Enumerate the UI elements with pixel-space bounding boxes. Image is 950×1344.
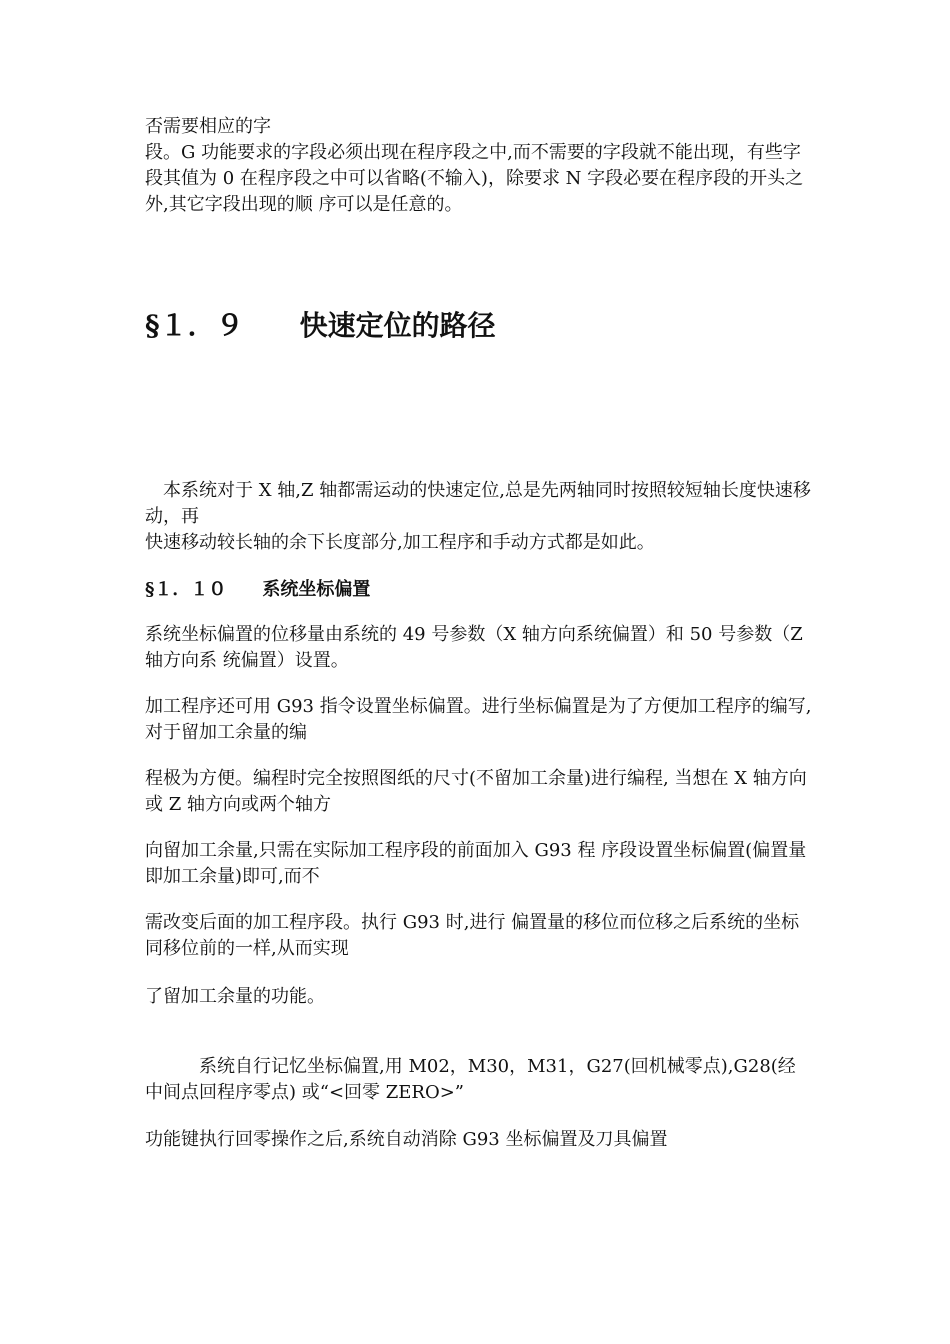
paragraph-4: 快速移动较长轴的余下长度部分,加工程序和手动方式都是如此。 [145, 532, 655, 553]
paragraph-11: 系统自行记忆坐标偏置,用 M02，M30，M31，G27(回机械零点),G28(经中间点回程序零点) 或“<回零 ZERO>” [145, 1056, 796, 1103]
paragraph-7: 程极为方便。编程时完全按照图纸的尺寸(不留加工余量)进行编程, 当想在 X 轴方向或 Z 轴方向或两个轴方 [145, 768, 807, 815]
paragraph-2: 段。G 功能要求的字段必须出现在程序段之中,而不需要的字段就不能出现，有些字段其值为 0 在程序段之中可以省略(不输入)，除要求 N 字段必要在程序段的开头之外,其它字段出现的顺 序可以是任意的。 [145, 142, 804, 215]
paragraph-6: 加工程序还可用 G93 指令设置坐标偏置。进行坐标偏置是为了方便加工程序的编写,对于留加工余量的编 [145, 696, 812, 743]
paragraph-1: 否需要相应的字 [145, 116, 271, 137]
paragraph-5: 系统坐标偏置的位移量由系统的 49 号参数（X 轴方向系统偏置）和 50 号参数（Z 轴方向系 统偏置）设置。 [145, 624, 803, 671]
paragraph-12: 功能键执行回零操作之后,系统自动消除 G93 坐标偏置及刀具偏置 [145, 1129, 668, 1150]
section-heading-1-9: §１．９ 快速定位的路径 [145, 309, 496, 342]
paragraph-10: 了留加工余量的功能。 [145, 986, 325, 1007]
paragraph-8: 向留加工余量,只需在实际加工程序段的前面加入 G93 程 序段设置坐标偏置(偏置量即加工余量)即可,而不 [145, 840, 807, 887]
paragraph-9: 需改变后面的加工程序段。执行 G93 时,进行 偏置量的移位而位移之后系统的坐标同移位前的一样,从而实现 [145, 912, 800, 959]
paragraph-3: 本系统对于 X 轴,Z 轴都需运动的快速定位,总是先两轴同时按照较短轴长度快速移动，再 [145, 480, 811, 527]
section-heading-1-10: §１．１０ 系统坐标偏置 [145, 579, 371, 600]
